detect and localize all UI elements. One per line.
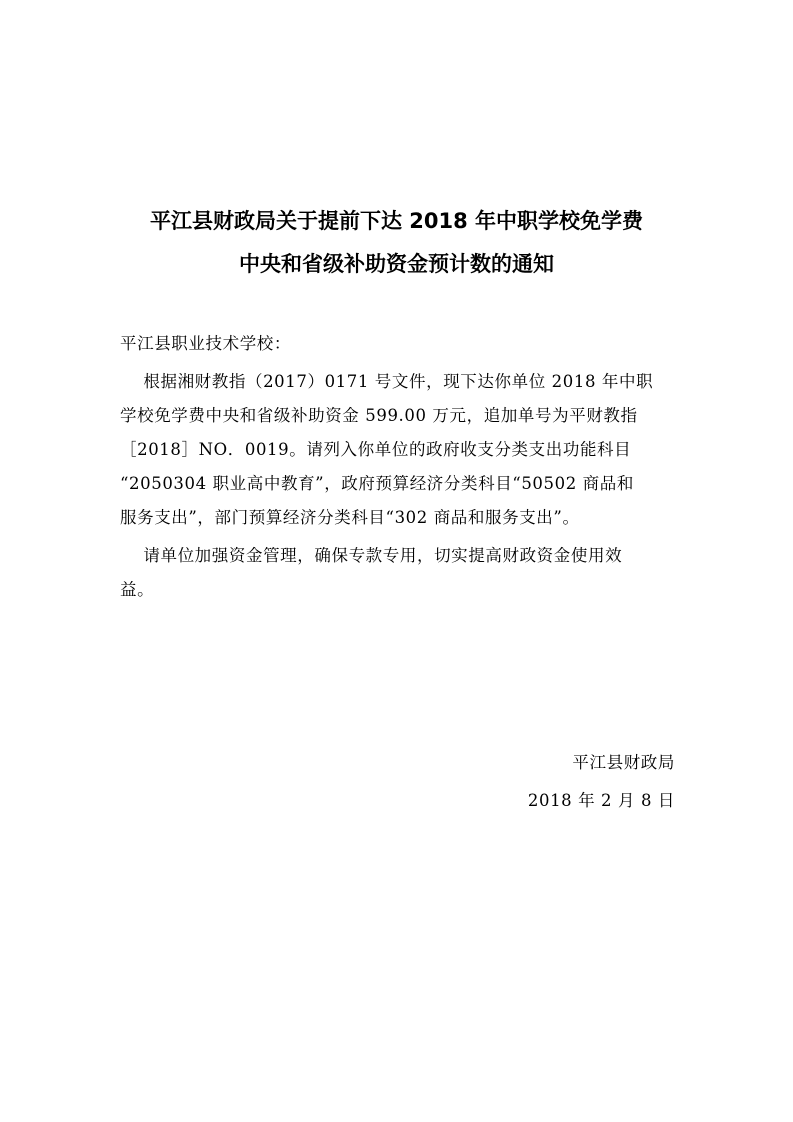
paragraph-1 [120, 365, 676, 535]
addressee: 平江县职业技术学校： [120, 334, 291, 353]
paragraph-1-line: 服务支出”，部门预算经济分类科目“302 商品和服务支出”。 [120, 508, 580, 527]
signature-block [528, 744, 675, 820]
paragraph-2-line: 益。 [120, 580, 155, 599]
paragraph-2-line: 请单位加强资金管理，确保专款专用，切实提高财政资金使用效 [120, 546, 623, 565]
paragraph-1-line: 根据湘财教指（2017）0171 号文件，现下达你单位 2018 年中职 [120, 372, 654, 391]
paragraph-1-line: 学校免学费中央和省级补助资金 599.00 万元，追加单号为平财教指 [120, 406, 638, 425]
issuer-name: 平江县财政局 [572, 753, 675, 772]
document-body [120, 327, 676, 607]
paragraph-1-line: “2050304 职业高中教育”，政府预算经济分类科目“50502 商品和 [120, 474, 634, 493]
title-line-1: 平江县财政局关于提前下达 2018 年中职学校免学费 [149, 209, 644, 233]
issue-date: 2018 年 2 月 8 日 [527, 791, 675, 810]
paragraph-2 [120, 539, 676, 607]
title-line-2: 中央和省级补助资金预计数的通知 [239, 252, 554, 276]
document-title [100, 200, 693, 286]
paragraph-1-line: ［2018］NO．0019。请列入你单位的政府收支分类支出功能科目 [120, 440, 632, 459]
